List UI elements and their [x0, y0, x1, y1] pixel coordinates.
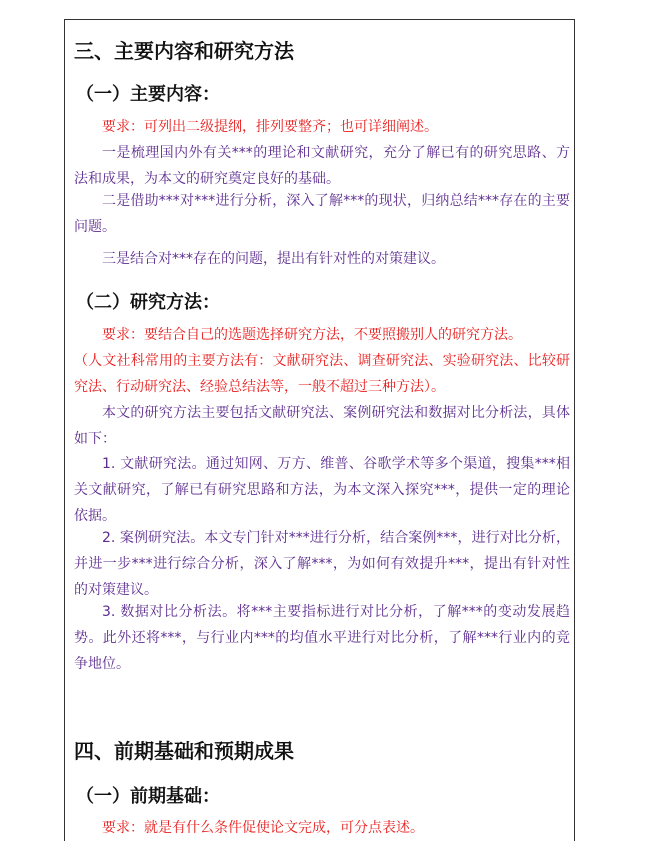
main-content-point-3: 三是结合对***存在的问题，提出有针对性的对策建议。 [102, 251, 445, 267]
section-4-heading: 四、前期基础和预期成果 [74, 739, 294, 763]
main-content-point-2: 二是借助***对***进行分析，深入了解***的现状，归纳总结***存在的主要问题。 [74, 193, 570, 235]
methods-intro: 本文的研究方法主要包括文献研究法、案例研究法和数据对比分析法，具体如下： [74, 405, 570, 447]
method-case-study: 2. 案例研究法。本文专门针对***进行分析，结合案例***，进行对比分析，并进一步***进行综合分析，深入了解***，为如何有效提升***，提出有针对性的对策建议。 [74, 530, 570, 598]
foundation-requirement: 要求：就是有什么条件促使论文完成，可分点表述。 [102, 820, 424, 836]
main-content-heading: （一）主要内容： [76, 84, 220, 105]
method-literature: 1. 文献研究法。通过知网、万方、维普、谷歌学术等多个渠道，搜集***相关文献研究，了解已有研究思路和方法，为本文深入探究***，提供一定的理论依据。 [74, 456, 570, 524]
methods-requirement: 要求：要结合自己的选题选择研究方法，不要照搬别人的研究方法。 [102, 327, 522, 343]
main-content-point-1: 一是梳理国内外有关***的理论和文献研究，充分了解已有的研究思路、方法和成果，为本文的研究奠定良好的基础。 [74, 145, 570, 187]
methods-heading: （二）研究方法： [76, 292, 220, 313]
main-content-requirement: 要求：可列出二级提纲，排列要整齐；也可详细阐述。 [102, 119, 438, 135]
method-data-comparison: 3. 数据对比分析法。将***主要指标进行对比分析，了解***的变动发展趋势。此外还将***，与行业内***的均值水平进行对比分析，了解***行业内的竞争地位。 [74, 604, 570, 672]
methods-note: （人文社科常用的主要方法有：文献研究法、调查研究法、实验研究法、比较研究法、行动研究法、经验总结法等，一般不超过三种方法）。 [74, 353, 570, 395]
foundation-heading: （一）前期基础： [76, 786, 220, 807]
section-3-heading: 三、主要内容和研究方法 [74, 39, 294, 63]
